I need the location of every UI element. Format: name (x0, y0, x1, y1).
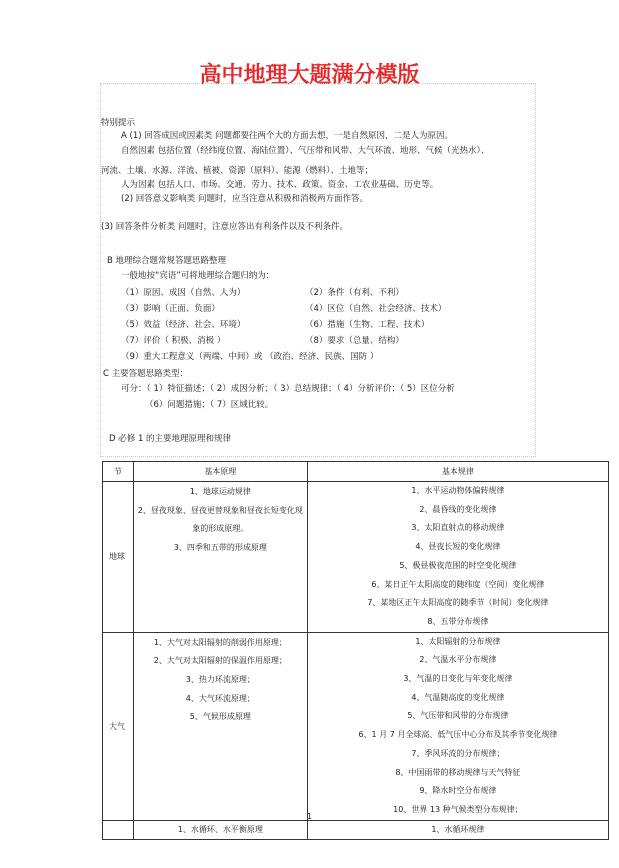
section-c-types-cont: （6）问题措施；（ 7）区域比较。 (145, 400, 274, 410)
header-laws: 基本规律 (307, 462, 608, 482)
note-a2: (2) 回答意义影响类 问题时，应当注意从积极和消极两方面作答。 (121, 194, 368, 204)
law-item: 5、极昼极夜范围的时空变化规律 (399, 560, 517, 570)
item-4: （4）区位（自然、社会经济、技术） (305, 304, 447, 314)
note-human-factors: 人为因素 包括人口、市场、交通、劳力、技术、政策、资金、工农业基础、历史等。 (121, 180, 439, 190)
principle-item: 3、热力环流原理； (185, 675, 255, 685)
law-item: 9、降水时空分布规律 (419, 786, 497, 796)
section-d-heading: D 必修 1 的主要地理原理和规律 (109, 434, 232, 444)
principle-item: 2、昼夜现象、昼夜更替现象和昼夜长短变化现 (137, 505, 303, 515)
section-c-types: 可分：（ 1）特征描述；（ 2）成因分析；（ 3）总结规律；（ 4）分析评价；（ 5）区位分析 (121, 384, 455, 394)
section-b-heading: B 地理综合题常规答题思路整理 (107, 256, 227, 266)
principle-item: 1、大气对太阳辐射的削弱作用原理； (153, 637, 287, 647)
section-atmosphere: 大气 (103, 632, 134, 820)
note-natural-factors: 自然因素 包括位置（经纬度位置、海陆位置）、气压带和风带、大气环流、地形、气候（光热水）、 (121, 146, 490, 156)
law-item: 4、昼夜长短的变化规律 (415, 542, 501, 552)
item-6: （6）措施（生物、工程、技术） (305, 320, 430, 330)
atmosphere-laws (307, 632, 608, 820)
page-number: 1 (306, 812, 313, 821)
table-header-row (103, 462, 609, 482)
water-laws (307, 820, 608, 840)
section-c-heading: C 主要答题思路类型： (103, 369, 189, 379)
principle-item: 4、大气环流原理； (185, 693, 255, 703)
section-b-intro: 一般地按“宾语”可将地理综合题归纳为： (121, 271, 275, 281)
header-principles: 基本原理 (133, 462, 307, 482)
law-item: 1、水平运动物体偏转规律 (411, 486, 505, 495)
table-row (103, 820, 609, 840)
law-item: 1、太阳辐射的分布规律 (415, 636, 501, 646)
law-item: 6、某日正午太阳高度的随纬度（空间）变化规律 (371, 579, 545, 589)
atmosphere-principles (133, 632, 307, 820)
item-9: （9）重大工程意义（两端、中间）或 （政治、经济、民族、国防 ） (121, 352, 379, 362)
law-item: 7、某地区正午太阳高度的随季节（时间）变化规律 (367, 598, 549, 608)
law-item: 4、气温随高度的变化规律 (411, 692, 505, 702)
law-item: 1、水循环规律 (431, 824, 485, 834)
principles-table (102, 461, 609, 840)
item-2: （2）条件（有利、不利） (305, 288, 404, 298)
law-item: 6、1 月 7 月全球高、低气压中心分布及其季节变化规律 (358, 730, 558, 740)
table-row (103, 632, 609, 820)
item-1: （1）原因、成因（自然、人为） (121, 288, 246, 298)
note-a3: (3) 回答条件分析类 问题时，注意应答出有利条件以及不利条件。 (101, 222, 348, 232)
principle-item: 5、气候形成原理 (189, 712, 251, 722)
item-7: （7）评价（ 积极、消极 ） (121, 336, 226, 346)
law-item: 5、气压带和风带的分布规律 (407, 711, 509, 721)
principle-item: 象的形成原理。 (192, 524, 249, 534)
law-item: 2、晨昏线的变化规律 (419, 504, 497, 514)
principle-item: 1、地球运动规律 (189, 487, 251, 496)
item-8: （8）要求（总量、结构） (305, 336, 404, 346)
note-natural-factors-cont: 河流、土壤、水源、洋流、植被、资源（原料）、能源（燃料）、土地等； (101, 166, 374, 176)
page-title: 高中地理大题满分模版 (199, 62, 420, 88)
header-section: 节 (103, 462, 134, 482)
law-item: 2、气温水平分布规律 (419, 655, 497, 665)
law-item: 7、季风环流的分布规律； (411, 748, 505, 758)
item-3: （3）影响（正面、负面） (121, 304, 220, 314)
earth-laws (307, 482, 608, 633)
table-row (103, 482, 609, 633)
principle-item: 3、四季和五带的形成原理 (173, 543, 267, 553)
earth-principles (133, 482, 307, 633)
law-item: 3、气温的日变化与年变化规律 (403, 674, 513, 684)
section-earth: 地球 (103, 482, 134, 633)
water-principles (133, 820, 307, 840)
law-item: 8、五带分布规律 (427, 616, 489, 626)
principle-item: 1、水循环、水平衡原理 (177, 824, 263, 834)
law-item: 8、中国雨带的移动规律与天气特征 (395, 767, 521, 777)
special-notes-heading: 特别提示 (101, 118, 136, 128)
section-water (103, 820, 134, 840)
law-item: 3、太阳直射点的移动规律 (411, 523, 505, 533)
principle-item: 2、大气对太阳辐射的保温作用原理； (153, 656, 287, 666)
note-a1: A (1) 回答成因或因素类 问题都要往两个大的方面去想，一是自然原因，二是人为原因。 (121, 131, 453, 141)
item-5: （5）效益（经济、社会、环境） (121, 320, 246, 330)
law-item: 10、世界 13 种气候类型分布规律； (393, 804, 523, 814)
